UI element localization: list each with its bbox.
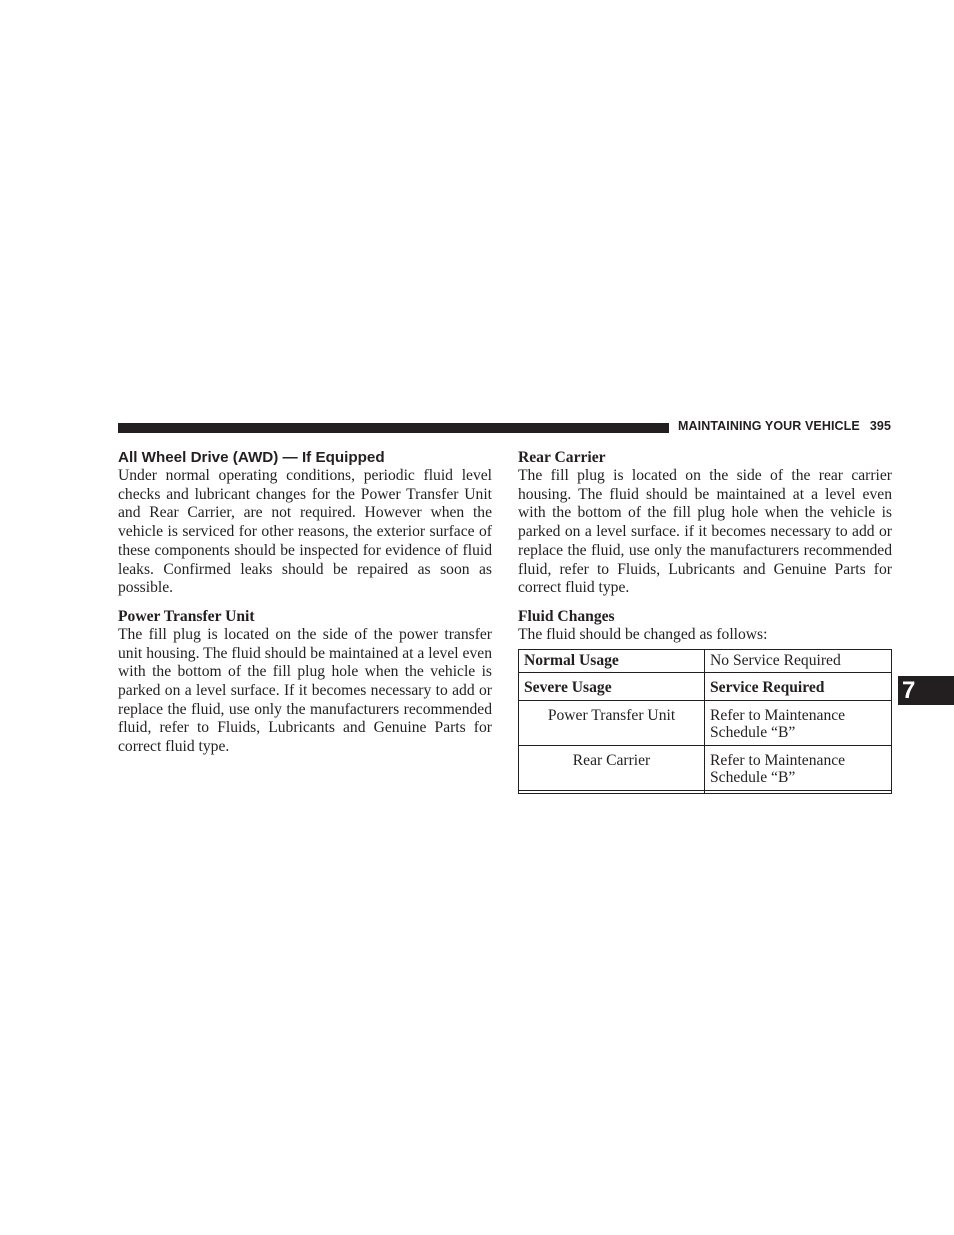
normal-usage-label: Normal Usage xyxy=(519,649,705,672)
running-header xyxy=(678,419,891,433)
severe-usage-label: Severe Usage xyxy=(519,672,705,700)
section-title: MAINTAINING YOUR VEHICLE xyxy=(678,419,860,433)
table-value: Refer to Maintenance Schedule “B” xyxy=(705,745,892,790)
fluid-changes-heading: Fluid Changes xyxy=(518,607,615,625)
table-row xyxy=(519,649,892,672)
table-row xyxy=(519,700,892,745)
table-row xyxy=(519,790,892,793)
header-rule xyxy=(118,423,669,433)
severe-usage-value: Service Required xyxy=(705,672,892,700)
chapter-tab: 7 xyxy=(898,676,954,705)
awd-paragraph: Under normal operating conditions, periodic fluid level checks and lubricant changes for the Power Transfer Unit and Rear Carrier, are not required. However when the vehicle is serviced for other reasons, the exterior surface of these components should be inspected for evidence of fluid leaks. Confirmed leaks should be repaired as soon as possible. xyxy=(118,467,492,597)
left-column xyxy=(118,448,492,757)
table-row xyxy=(519,672,892,700)
right-column xyxy=(518,448,892,794)
normal-usage-value: No Service Required xyxy=(705,649,892,672)
ptu-heading: Power Transfer Unit xyxy=(118,607,255,625)
rear-carrier-heading: Rear Carrier xyxy=(518,449,606,466)
awd-heading: All Wheel Drive (AWD) — If Equipped xyxy=(118,449,385,466)
table-row xyxy=(519,745,892,790)
fluid-changes-intro: The fluid should be changed as follows: xyxy=(518,625,768,643)
page-number: 395 xyxy=(869,419,891,433)
ptu-paragraph: The fill plug is located on the side of the power transfer unit housing. The fluid should be maintained at a level even with the bottom of the fill plug hole when the vehicle is parked on a level surface. If it becomes necessary to add or replace the fluid, use only the manufacturers recommended fluid, refer to Fluids, Lubricants and Genuine Parts for correct fluid type. xyxy=(118,625,492,756)
table-value: Refer to Maintenance Schedule “B” xyxy=(705,700,892,745)
table-item: Power Transfer Unit xyxy=(519,700,705,745)
table-item: Rear Carrier xyxy=(519,745,705,790)
fluid-change-table xyxy=(518,649,892,794)
rear-carrier-paragraph: The fill plug is located on the side of the rear carrier housing. The fluid should be maintained at a level even with the bottom of the fill plug hole when the vehicle is parked on a level surface. if it becomes necessary to add or replace the fluid, use only the manufacturers recommended fluid, refer to Fluids, Lubricants and Genuine Parts for correct fluid type. xyxy=(518,467,892,597)
